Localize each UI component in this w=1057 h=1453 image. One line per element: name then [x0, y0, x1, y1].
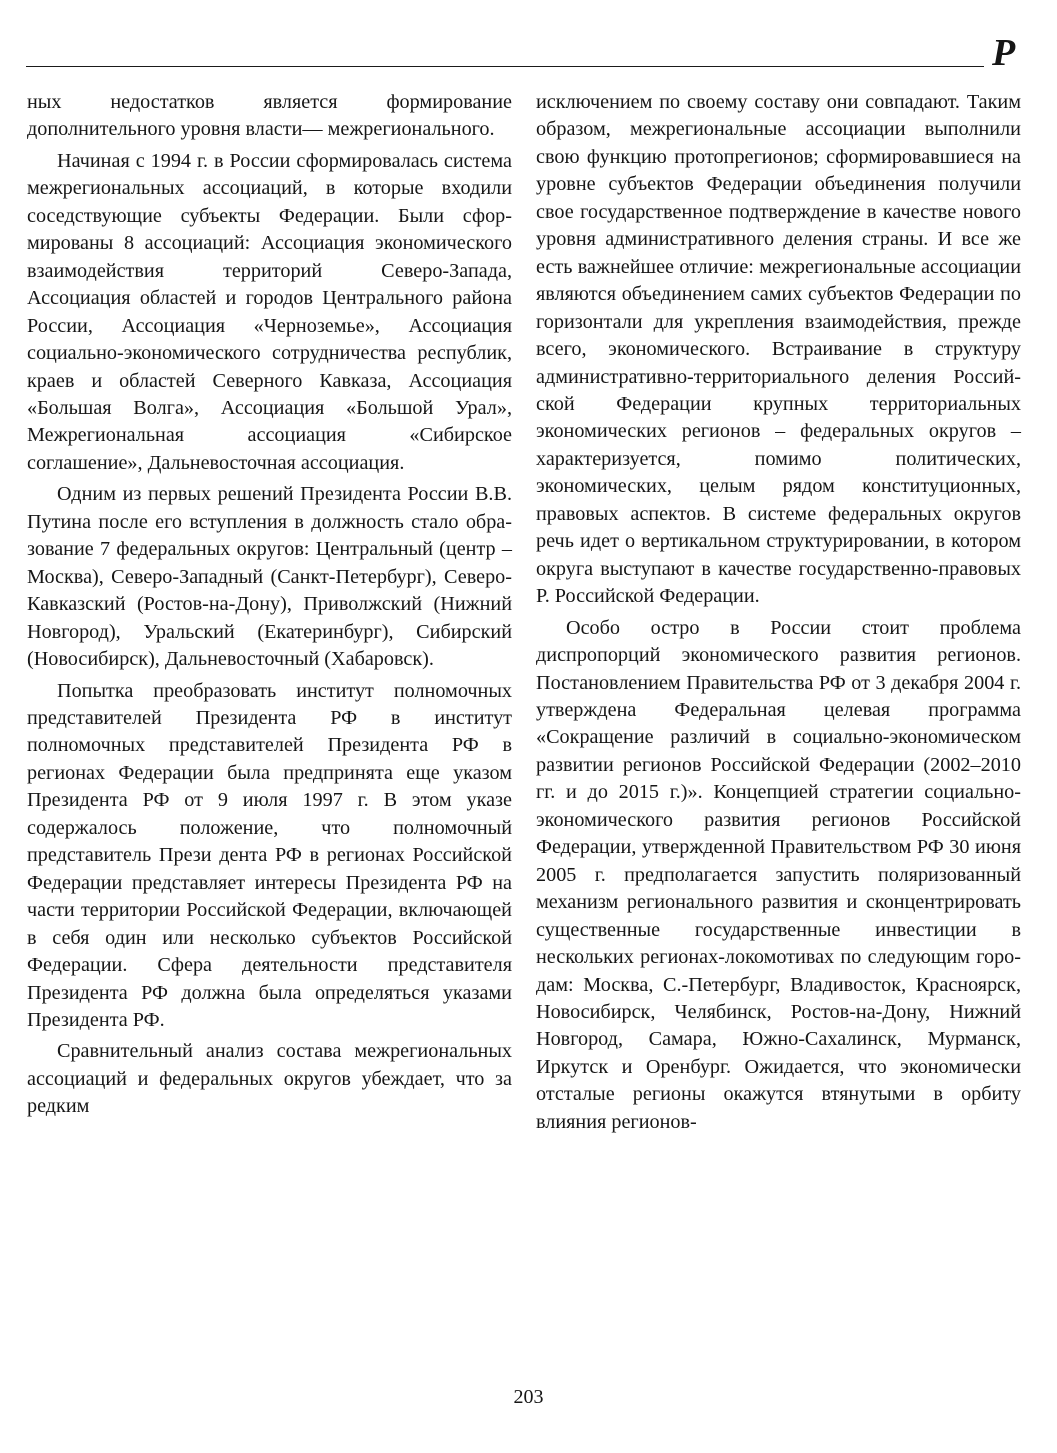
- paragraph: Сравнительный анализ состава межрегиональных ассоциаций и федеральных округов убеждает, что за редким: [27, 1040, 512, 1118]
- left-column: [27, 89, 512, 1121]
- right-column: [536, 89, 1021, 1136]
- paragraph: Попытка преобразовать институт полномочных представителей Президента РФ в институт полномочных представителей Президента РФ в регионах Федерации была предпринята еще указом Президента РФ от 9 июля 1997 г. В этом указе содержалось положение, что полномочный представитель Прези дента РФ в регионах Российской Федерации представляет интересы Президента РФ на части территории Российской Федерации, включающей в себя один или несколько субъектов Российской Федерации. Сфера деятельности представителя Президента РФ должна была определяться указами Президента РФ.: [27, 679, 512, 1031]
- paragraph: Особо остро в России стоит проблема диспропорций экономического развития регионов. Постановлением Правительства РФ от 3 декабря 2004 г. утверждена Федеральная целевая программа «Сокращение различий в социально-экономическом развитии регионов Российской Федерации (2002–2010 гг. и до 2015 г.)». Концепцией стратегии социально-экономического развития регионов Российской Федерации, утвержденной Правительством РФ 30 июня 2005 г. предполагается запустить поляризованный механизм регионального развития и сконцентрировать существенные государственные инвестиции в нескольких регионах-локомотивах по следующим городам: Москва, С.-Петербург, Владивосток, Красноярск, Новосибирск, Челябинск, Ростов-на-Дону, Нижний Новгород, Самара, Южно-Сахалинск, Мурманск, Иркутск и Оренбург. Ожидается, что экономически отсталые регионы окажутся втянутыми в орбиту влияния регионов-: [536, 616, 1021, 1133]
- header-rule: [26, 66, 984, 67]
- paragraph: исключением по своему составу они совпадают. Таким образом, межрегиональные ассоциации выполнили свою функцию протопрегионов; сформировавшиеся на уровне субъектов Федерации объединения получили свое государственное подтверждение в качестве нового уровня административного деления страны. И все же есть важнейшее отличие: межрегиональные ассоциации являются объединением самих субъектов Федерации по горизонтали для укрепления взаимодействия, прежде всего, экономического. Встраивание в структуру административно-территориального деления Российской Федерации крупных территориальных экономических регионов – федеральных округов – характеризуется, помимо политических, экономических, целым рядом конституционных, правовых аспектов. В системе федеральных округов речь идет о вертикальном структурировании, в котором округа выступают в качестве государственно-правовых Р. Российской Федерации.: [536, 91, 1021, 608]
- paragraph: Одним из первых решений Президента России В.В. Путина после его вступления в должность стало образование 7 федеральных округов: Центральный (центр – Москва), Северо-Западный (Санкт-Петербург), Северо-Кавказский (Ростов-на-Дону), Приволжский (Нижний Новгород), Уральский (Екатеринбург), Сибирский (Новосибирск), Дальневосточный (Хабаровск).: [27, 483, 512, 671]
- running-head-letter: Р: [992, 32, 1016, 74]
- page-number: 203: [513, 1386, 544, 1408]
- paragraph: ных недостатков является формирование дополнительного уровня власти— межрегионального.: [27, 91, 512, 141]
- paragraph: Начиная с 1994 г. в России сформировалась система межрегиональных ассоциаций, в которые входили соседствующие субъекты Федерации. Были сформированы 8 ассоциаций: Ассоциация экономического взаимодействия территорий Северо-Запада, Ассоциация областей и городов Центрального района России, Ассоциация «Черноземье», Ассоциация социально-экономического сотрудничества республик, краев и областей Северного Кавказа, Ассоциация «Большая Волга», Ассоциация «Большой Урал», Межрегиональная ассоциация «Сибирское соглашение», Дальневосточная ассоциация.: [27, 149, 512, 474]
